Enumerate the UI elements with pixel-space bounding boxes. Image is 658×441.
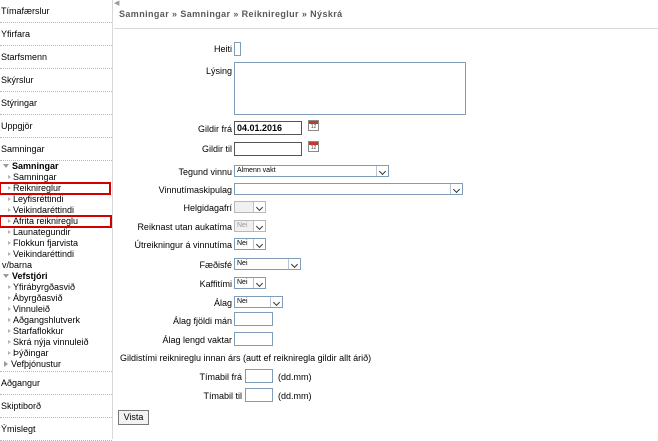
nav-uppgjor[interactable]: Uppgjör: [0, 115, 112, 138]
nav-sub-flokkun-fjarvista[interactable]: Flokkun fjarvista: [0, 238, 112, 249]
sidebar: [0, 0, 113, 439]
reiknast-utan-aukatima-value: Nei: [237, 222, 248, 229]
header-divider: [114, 28, 658, 29]
collapse-sidebar-icon[interactable]: ◀: [114, 0, 120, 7]
vinnutimaskipulag-select[interactable]: [234, 183, 463, 195]
utreikningur-value: Nei: [237, 240, 248, 247]
chevron-down-icon: [253, 202, 265, 212]
timabil-til-label: Tímabil til: [203, 391, 242, 401]
alag-fjoldi-man-input[interactable]: [234, 312, 273, 326]
nav-sub-veikindarettindi[interactable]: Veikindaréttindi: [0, 205, 112, 216]
tegund-vinnu-label: Tegund vinnu: [178, 167, 232, 177]
timabil-fra-label: Tímabil frá: [199, 372, 242, 382]
alag-fjoldi-man-label: Álag fjöldi mán: [172, 316, 232, 326]
nav-styringar[interactable]: Stýringar: [0, 92, 112, 115]
nav-group-samningar-head[interactable]: [0, 161, 112, 172]
timabil-fra-input[interactable]: [245, 369, 273, 383]
gildir-til-label: Gildir til: [201, 144, 232, 154]
gildir-til-input[interactable]: [234, 142, 302, 156]
faedisfe-value: Nei: [237, 260, 248, 267]
chevron-down-icon: [253, 239, 265, 249]
calendar-icon[interactable]: 12: [308, 141, 319, 152]
reiknast-utan-aukatima-select: [234, 220, 266, 232]
timabil-til-hint: (dd.mm): [278, 391, 312, 401]
nav-timafaerslur[interactable]: Tímafærslur: [0, 0, 112, 23]
vinnutimaskipulag-label: Vinnutímaskipulag: [158, 185, 232, 195]
nav-adgangur[interactable]: Aðgangur: [0, 372, 112, 395]
tegund-vinnu-select[interactable]: [234, 165, 389, 177]
lysing-label: Lýsing: [205, 66, 232, 76]
chevron-down-icon: [288, 259, 300, 269]
helgidagafri-label: Helgidagafrí: [183, 203, 232, 213]
expand-caret-icon: [3, 164, 9, 168]
nav-sub-yfirabyrgdasvid[interactable]: Yfirábyrgðasvið: [0, 282, 112, 293]
gildir-fra-input[interactable]: [234, 121, 302, 135]
timabil-til-input[interactable]: [245, 388, 273, 402]
nav-sub-skra-nyja-vinnuleid[interactable]: Skrá nýja vinnuleið: [0, 337, 112, 348]
collapse-caret-icon: [4, 361, 8, 367]
nav-sub-vbarna[interactable]: v/barna: [2, 260, 33, 270]
nav-sub-launategundir[interactable]: Launategundir: [0, 227, 112, 238]
nav-group-vefstjori-head[interactable]: [0, 271, 112, 282]
alag-value: Nei: [237, 298, 248, 305]
gildistimi-label: Gildistími reiknireglu innan árs (autt ef reiknireglа gildir allt árið): [120, 353, 372, 363]
nav-vefthjonustur-label: Vefþjónustur: [11, 359, 62, 369]
alag-label: Álag: [213, 298, 232, 308]
nav-sub-starfaflokkur[interactable]: Starfaflokkur: [0, 326, 112, 337]
faedisfe-label: Fæðisfé: [199, 260, 232, 270]
nav-group-samningar-title: Samningar: [12, 161, 59, 171]
kaffitimi-value: Nei: [237, 279, 248, 286]
nav-ymislegt[interactable]: Ýmislegt: [0, 418, 112, 441]
faedisfe-select[interactable]: [234, 258, 301, 270]
utreikningur-select[interactable]: [234, 238, 266, 250]
nav-sub-thydingar[interactable]: Þýðingar: [0, 348, 112, 359]
nav-sub-adgangshlutverk[interactable]: Aðgangshlutverk: [0, 315, 112, 326]
lysing-textarea[interactable]: [234, 62, 466, 115]
nav-skiptibord[interactable]: Skiptiborð: [0, 395, 112, 418]
chevron-down-icon: [253, 221, 265, 231]
chevron-down-icon: [376, 166, 388, 176]
nav-sub-samningar[interactable]: Samningar: [0, 172, 112, 183]
alag-select[interactable]: [234, 296, 283, 308]
nav-group-samningar: [0, 161, 112, 372]
nav-sub-abyrgdasvid[interactable]: Ábyrgðasvið: [0, 293, 112, 304]
nav-group-vefstjori-title: Vefstjóri: [12, 271, 48, 281]
tegund-vinnu-value: Almenn vakt: [237, 167, 276, 174]
calendar-icon[interactable]: 12: [308, 120, 319, 131]
nav-starfsmenn[interactable]: Starfsmenn: [0, 46, 112, 69]
breadcrumb: Samningar » Samningar » Reiknireglur » Nýskrá: [119, 9, 343, 19]
nav-vefthjonustur[interactable]: [0, 359, 112, 370]
helgidagafri-select: [234, 201, 266, 213]
chevron-down-icon: [253, 278, 265, 288]
nav-sub-reiknireglur[interactable]: Reiknireglur: [0, 183, 110, 194]
nav-sub-vinnuleid[interactable]: Vinnuleið: [0, 304, 112, 315]
heiti-label: Heiti: [213, 44, 232, 54]
nav-sub-afrita-reiknireglu[interactable]: Afrita reiknireglu: [0, 216, 111, 227]
alag-lengd-vaktar-input[interactable]: [234, 332, 273, 346]
chevron-down-icon: [450, 184, 462, 194]
kaffitimi-label: Kaffitími: [199, 279, 232, 289]
heiti-input[interactable]: [234, 42, 241, 56]
nav-sub-veikindarettindi-barna[interactable]: Veikindaréttindi: [0, 249, 112, 260]
vista-button[interactable]: Vista: [118, 410, 149, 425]
nav-samningar[interactable]: Samningar: [0, 138, 112, 161]
timabil-fra-hint: (dd.mm): [278, 372, 312, 382]
alag-lengd-vaktar-label: Álag lengd vaktar: [162, 335, 232, 345]
chevron-down-icon: [270, 297, 282, 307]
expand-caret-icon: [3, 274, 9, 278]
gildir-fra-label: Gildir frá: [197, 124, 232, 134]
nav-sub-leyfisrettindi[interactable]: Leyfisréttindi: [0, 194, 112, 205]
utreikningur-label: Útreikningur á vinnutíma: [134, 240, 232, 250]
nav-skyrslur[interactable]: Skýrslur: [0, 69, 112, 92]
kaffitimi-select[interactable]: [234, 277, 266, 289]
reiknast-utan-aukatima-label: Reiknast utan aukatíma: [137, 222, 232, 232]
nav-yfirfara[interactable]: Yfirfara: [0, 23, 112, 46]
